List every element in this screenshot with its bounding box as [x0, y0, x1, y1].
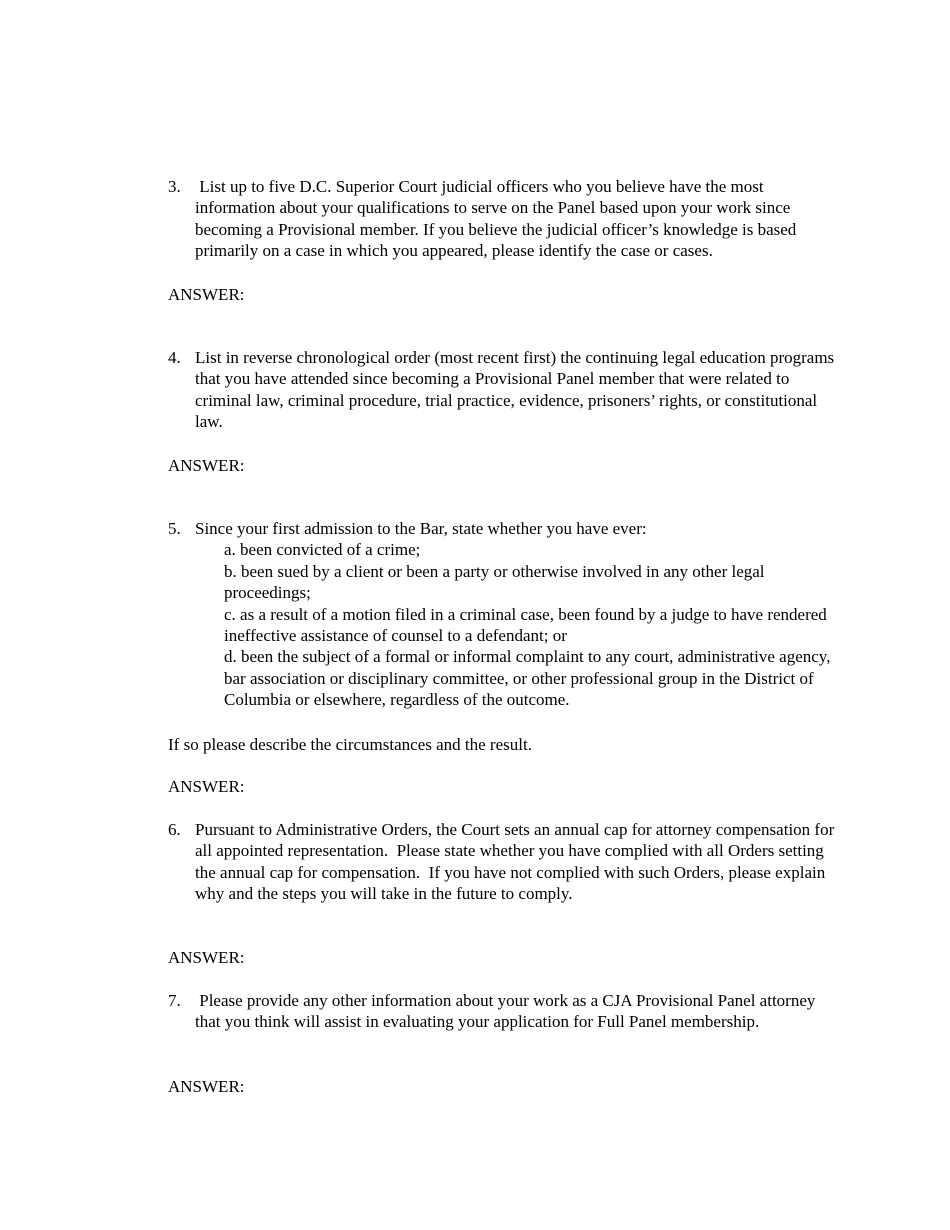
question-7: [168, 990, 840, 1033]
subitem-c: c. as a result of a motion filed in a criminal case, been found by a judge to have rendered ineffective assistance of counsel to a defendant; or: [224, 604, 827, 646]
question-text: Since your first admission to the Bar, state whether you have ever:: [195, 519, 647, 538]
answer-label-3: ANSWER:: [168, 285, 245, 304]
question-6: [168, 819, 840, 905]
subitem-d: d. been the subject of a formal or informal complaint to any court, administrative agency, bar association or disciplinary committee, or other professional group in the District of Columbia or elsewhere, regardless of the outcome.: [224, 647, 831, 710]
question-text: List in reverse chronological order (most recent first) the continuing legal education programs that you have attended since becoming a Provisional Panel member that were related to criminal law, criminal procedure, trial practice, evidence, prisoners’ rights, or constitutional law.: [195, 348, 839, 432]
question-number: 4.: [168, 348, 181, 367]
answer-label-4: ANSWER:: [168, 456, 245, 475]
subitem-a: a. been convicted of a crime;: [224, 540, 421, 560]
question-text: Pursuant to Administrative Orders, the Court sets an annual cap for attorney compensation for all appointed representation. Please state whether you have complied with all Orders setting the annual cap for compensation. If you have not complied with such Orders, please explain why and the steps you will take in the future to comply.: [195, 820, 839, 904]
answer-label-6: ANSWER:: [168, 948, 245, 967]
question-text: List up to five D.C. Superior Court judicial officers who you believe have the most information about your qualifications to serve on the Panel based upon your work since becoming a Provisional member. If you believe the judicial officer’s knowledge is based primarily on a case in which you appeared, please identify the case or cases.: [195, 177, 801, 261]
answer-label-7: ANSWER:: [168, 1077, 245, 1096]
question-5: [168, 518, 840, 711]
question-number: 5.: [168, 519, 181, 538]
question-4: [168, 347, 840, 433]
subitem-b: b. been sued by a client or been a party or otherwise involved in any other legal proceedings;: [224, 561, 765, 603]
followup-text-5: If so please describe the circumstances and the result.: [168, 735, 532, 754]
question-number: 6.: [168, 820, 181, 839]
question-3: [168, 176, 840, 262]
question-number: 3.: [168, 177, 181, 196]
question-number: 7.: [168, 991, 181, 1010]
answer-label-5: ANSWER:: [168, 777, 245, 796]
question-text: Please provide any other information about your work as a CJA Provisional Panel attorney that you think will assist in evaluating your application for Full Panel membership.: [195, 991, 820, 1032]
